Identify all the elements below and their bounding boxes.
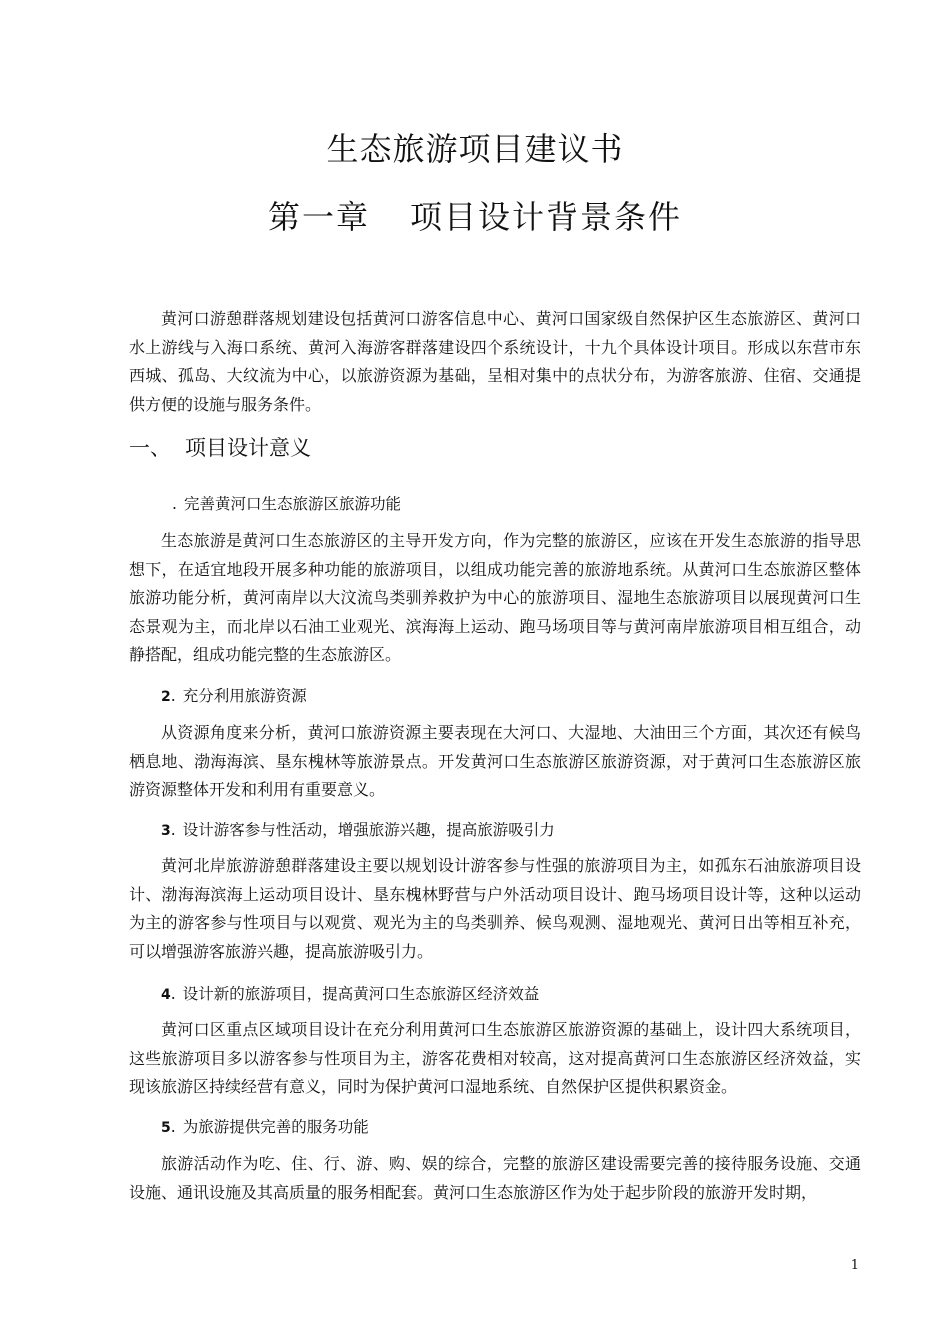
- section-title: 项目设计意义: [185, 436, 311, 460]
- section-heading: [129, 432, 311, 462]
- subsection-number: 4: [161, 987, 171, 1003]
- subsection-title: 设计游客参与性活动，增强旅游兴趣，提高旅游吸引力: [182, 821, 555, 839]
- subsection-title: 为旅游提供完善的服务功能: [182, 1118, 369, 1136]
- subsection-body: 黄河北岸旅游游憩群落建设主要以规划设计游客参与性强的旅游项目为主，如孤东石油旅游项目设计、渤海海滨海上运动项目设计、垦东槐林野营与户外活动项目设计、跑马场项目设计等，这种以运动为主的游客参与性项目与以观赏、观光为主的鸟类驯养、候鸟观测、湿地观光、黄河日出等相互补充，可以增强游客旅游兴趣，提高旅游吸引力。: [129, 856, 861, 961]
- subsection-body: 生态旅游是黄河口生态旅游区的主导开发方向，作为完整的旅游区，应该在开发生态旅游的指导思想下，在适宜地段开展多种功能的旅游项目，以组成功能完善的旅游地系统。从黄河口生态旅游区整体旅游功能分析，黄河南岸以大汶流鸟类驯养救护为中心的旅游项目、湿地生态旅游项目以展现黄河口生态景观为主，而北岸以石油工业观光、滨海海上运动、跑马场项目等与黄河南岸旅游项目相互组合，动静搭配，组成功能完整的生态旅游区。: [129, 531, 861, 664]
- page-number: 1: [850, 1258, 859, 1273]
- subsection-title: 设计新的旅游项目，提高黄河口生态旅游区经济效益: [182, 985, 540, 1003]
- subsection-title: 充分利用旅游资源: [182, 687, 307, 705]
- subsection-heading: 2. 充分利用旅游资源: [161, 687, 307, 705]
- intro-paragraph: 黄河口游憩群落规划建设包括黄河口游客信息中心、黄河口国家级自然保护区生态旅游区、黄河口水上游线与入海口系统、黄河入海游客群落建设四个系统设计，十九个具体设计项目。形成以东营市东西城、孤岛、大纹流为中心，以旅游资源为基础，呈相对集中的点状分布，为游客旅游、住宿、交通提供方便的设施与服务条件。: [129, 309, 861, 414]
- subsection-number: 2: [161, 689, 171, 705]
- subsection-number: 3: [161, 823, 171, 839]
- subsection-body: 旅游活动作为吃、住、行、游、购、娱的综合，完整的旅游区建设需要完善的接待服务设施、交通设施、通讯设施及其高质量的服务相配套。黄河口生态旅游区作为处于起步阶段的旅游开发时期，: [129, 1154, 861, 1202]
- section-number: 一、: [129, 436, 171, 460]
- chapter-name: 项目设计背景条件: [410, 198, 683, 236]
- subsection-heading: 3. 设计游客参与性活动，增强旅游兴趣，提高旅游吸引力: [161, 821, 555, 839]
- subsection-heading: 4. 设计新的旅游项目，提高黄河口生态旅游区经济效益: [161, 985, 540, 1003]
- subsection-heading: 5. 为旅游提供完善的服务功能: [161, 1118, 369, 1136]
- subsection-body: 从资源角度来分析，黄河口旅游资源主要表现在大河口、大湿地、大油田三个方面，其次还有候鸟栖息地、渤海海滨、垦东槐林等旅游景点。开发黄河口生态旅游区旅游资源，对于黄河口生态旅游区旅游资源整体开发和利用有重要意义。: [129, 723, 861, 799]
- subsection-body: 黄河口区重点区域项目设计在充分利用黄河口生态旅游区旅游资源的基础上，设计四大系统项目，这些旅游项目多以游客参与性项目为主，游客花费相对较高，这对提高黄河口生态旅游区经济效益，实现该旅游区持续经营有意义，同时为保护黄河口湿地系统、自然保护区提供积累资金。: [129, 1020, 861, 1096]
- chapter-title: [0, 192, 950, 238]
- subsection-title: 完善黄河口生态旅游区旅游功能: [183, 495, 401, 513]
- subsection-heading: . 完善黄河口生态旅游区旅游功能: [172, 495, 401, 513]
- chapter-label: 第一章: [267, 198, 370, 236]
- subsection-number: 5: [161, 1120, 171, 1136]
- document-title: 生态旅游项目建议书: [326, 130, 624, 168]
